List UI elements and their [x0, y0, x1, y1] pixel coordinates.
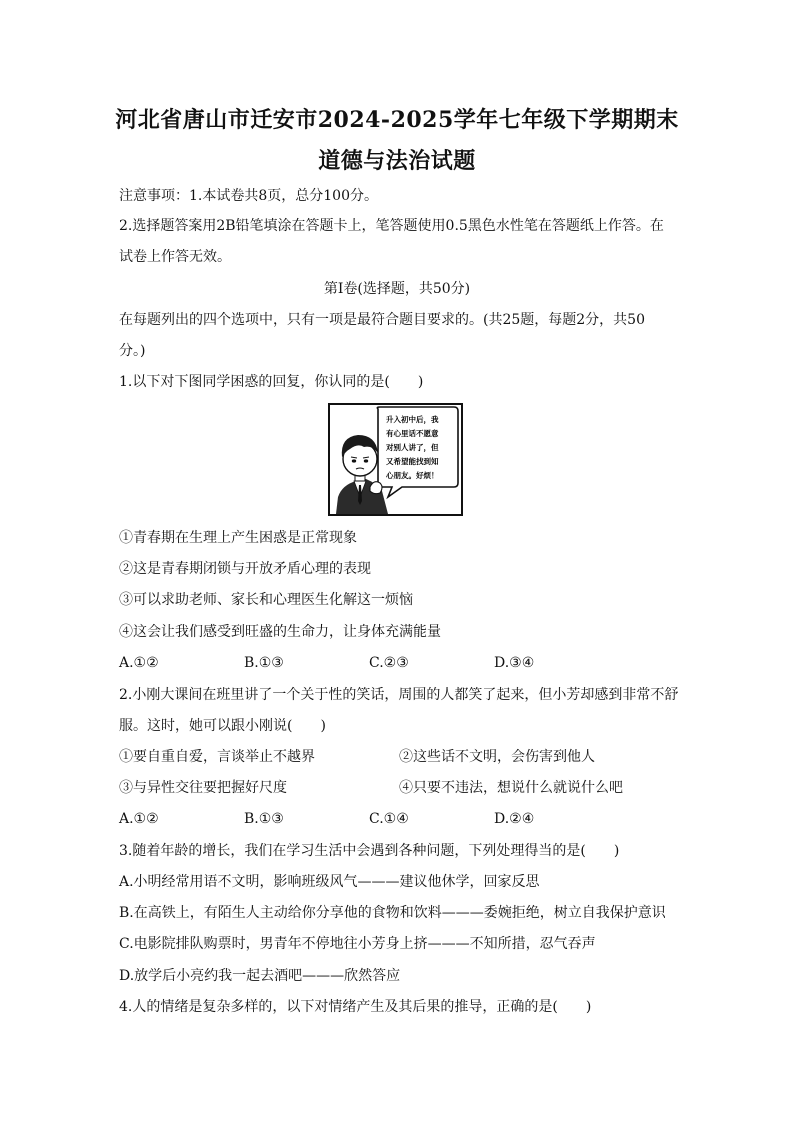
student-cartoon-illustration [330, 405, 461, 514]
q1-option-d: D.③④ [494, 655, 535, 671]
q1-option-b: B.①③ [244, 655, 284, 671]
q2-statement-4: ④只要不违法，想说什么就说什么吧 [399, 780, 623, 796]
section-heading: 第Ⅰ卷(选择题，共50分) [323, 281, 471, 297]
q2-option-b: B.①③ [244, 811, 284, 827]
q2-statement-2: ②这些话不文明，会伤害到他人 [399, 749, 595, 765]
q2-option-c: C.①④ [369, 811, 409, 827]
bubble-line-3: 对别人讲了，但 [386, 443, 439, 452]
q1-stem: 1.以下对下图同学困惑的回复，你认同的是( ) [119, 374, 424, 390]
q4-stem: 4.人的情绪是复杂多样的，以下对情绪产生及其后果的推导，正确的是( ) [119, 999, 592, 1015]
q1-option-a: A.①② [119, 655, 159, 671]
q3-option-b: B.在高铁上，有陌生人主动给你分享他的食物和饮料———委婉拒绝，树立自我保护意识 [119, 905, 666, 921]
bubble-line-4: 又希望能找到知 [386, 457, 439, 466]
q1-statement-4: ④这会让我们感受到旺盛的生命力，让身体充满能量 [119, 624, 441, 640]
notice-line-2a: 2.选择题答案用2B铅笔填涂在答题卡上，笔答题使用0.5黑色水性笔在答题纸上作答。在 [119, 218, 664, 234]
notice-line-1: 注意事项：1.本试卷共8页，总分100分。 [119, 188, 378, 204]
q1-option-c: C.②③ [369, 655, 409, 671]
q2-stem-a: 2.小刚大课间在班里讲了一个关于性的笑话，周围的人都笑了起来，但小芳却感到非常不舒 [119, 687, 679, 703]
exam-subtitle: 道德与法治试题 [318, 148, 476, 174]
notice-line-2b: 试卷上作答无效。 [119, 249, 231, 265]
q1-statement-2: ②这是青春期闭锁与开放矛盾心理的表现 [119, 561, 371, 577]
bubble-line-5: 心朋友。好烦！ [386, 471, 439, 480]
q1-cartoon-figure [328, 403, 463, 516]
q3-stem: 3.随着年龄的增长，我们在学习生活中会遇到各种问题，下列处理得当的是( ) [119, 843, 620, 859]
bubble-line-2: 有心里话不愿意 [386, 429, 439, 438]
instruction-line-a: 在每题列出的四个选项中，只有一项是最符合题目要求的。(共25题，每题2分，共50 [119, 312, 645, 328]
q3-option-a: A.小明经常用语不文明，影响班级风气———建议他休学，回家反思 [119, 874, 540, 890]
q2-option-a: A.①② [119, 811, 159, 827]
bubble-line-1: 升入初中后，我 [386, 415, 439, 424]
q3-option-d: D.放学后小亮约我一起去酒吧———欣然答应 [119, 968, 401, 984]
q3-option-c: C.电影院排队购票时，男青年不停地往小芳身上挤———不知所措，忍气吞声 [119, 936, 596, 952]
q2-statement-3: ③与异性交往要把握好尺度 [119, 780, 287, 796]
q1-statement-1: ①青春期在生理上产生困惑是正常现象 [119, 530, 357, 546]
q1-statement-3: ③可以求助老师、家长和心理医生化解这一烦恼 [119, 592, 413, 608]
q2-stem-b: 服。这时，她可以跟小刚说( ) [119, 718, 326, 734]
q2-option-d: D.②④ [494, 811, 535, 827]
instruction-line-b: 分。) [119, 343, 146, 359]
exam-title: 河北省唐山市迁安市2024-2025学年七年级下学期期末 [115, 107, 679, 133]
q2-statement-1: ①要自重自爱，言谈举止不越界 [119, 749, 315, 765]
